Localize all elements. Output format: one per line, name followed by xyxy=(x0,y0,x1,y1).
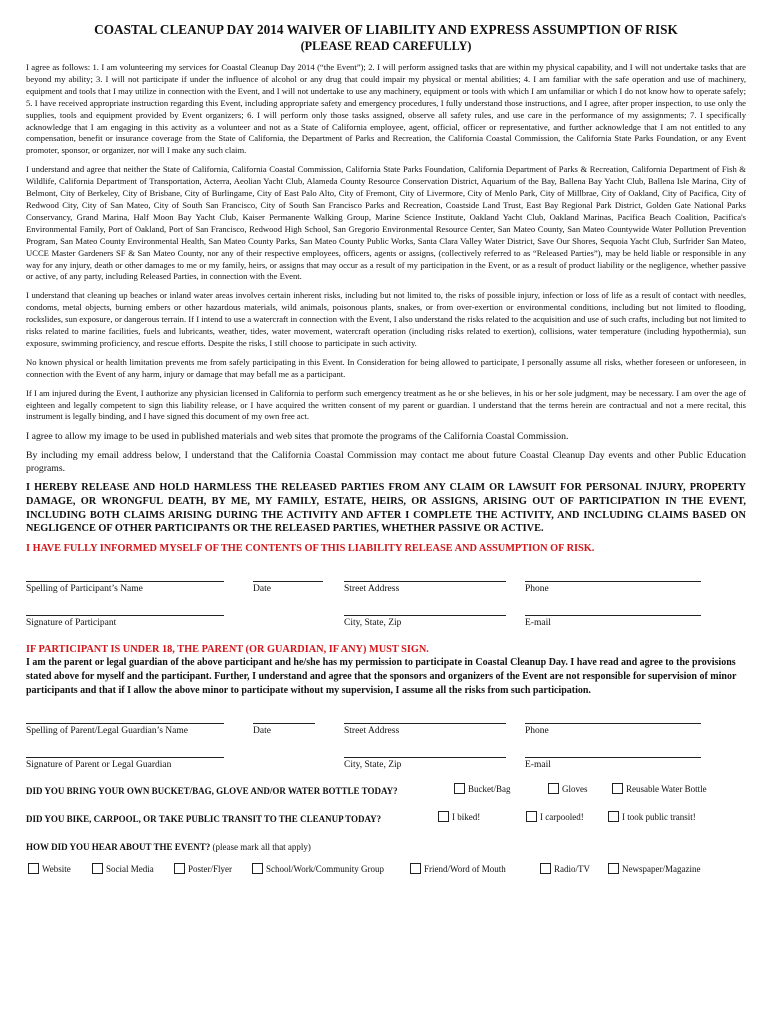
participant-row-1 xyxy=(26,569,746,603)
document-subtitle: (PLEASE READ CAREFULLY) xyxy=(300,39,472,53)
release-paragraph: I HEREBY RELEASE AND HOLD HARMLESS THE RELEASED PARTIES FROM ANY CLAIM OR LAWSUIT FOR PERSONAL INJURY, PROPERTY DAMAGE, OR WRONGFUL DEATH, BY ME, MY FAMILY, ESTATE, HEIRS, OR ASSIGNS, ARISING OUT OF PARTICIPATION IN THE EVENT, INCLUDING BOTH CLAIMS ARISING DURING THE ACTIVITY AND AFTER I COMPLETE THE ACTIVITY, AND INCLUDING CLAIMS BASED ON NEGLIGENCE OF OTHER PARTICIPANTS OR THE RELEASED PARTIES, WHETHER PASSIVE OR ACTIVE. xyxy=(26,482,746,535)
checkbox[interactable] xyxy=(174,863,185,874)
question-heard-about xyxy=(26,841,746,865)
checkbox[interactable] xyxy=(608,811,619,822)
option-social-media[interactable]: Social Media xyxy=(92,863,154,875)
checkbox[interactable] xyxy=(28,863,39,874)
guardian-row-1 xyxy=(26,711,746,745)
participant-city-field[interactable] xyxy=(344,603,506,616)
heard-about-options xyxy=(26,865,746,885)
participant-email-field[interactable] xyxy=(525,603,701,616)
participant-name-label: Spelling of Participant’s Name xyxy=(26,584,143,595)
terms-paragraph-1: I agree as follows: 1. I am volunteering my services for Coastal Cleanup Day 2014 (“the Event”); 2. I will perform assigned tasks that are within my physical capability, and I will not undertake tasks that are beyond my ability; 3. I will not participate if under the influence of alcohol or any drug that could impair my physical or mental abilities; 4. I am familiar with the safe operation and use of machinery, equipment and tools that I may utilize in connection with the Event, and I will not undertake to use any machinery, equipment or tools with which I am unfamiliar or which I do not know how to operate safely; 5. I have received appropriate instruction regarding this Event, including appropriate safety and emergency procedures, I fully understand those instructions, and I agree, after proper inspection, to use only the supplies, tools and equipment provided by Event organizers; 6. I will perform only those tasks assigned, observe all safety rules, and use care in the performance of my assignments; 7. I specifically acknowledge that I am engaging in this activity as a volunteer and not as a State of California employee, agent, official, officer or representative, and further acknowledge that I am not entitled to any compensation, benefit or insurance coverage from the State of California, the Department of Parks and Recreation, the California Coastal Commission, the California State Parks Foundation, or any Event promoter, sponsor, or organizer, nor will I make any such claim. xyxy=(26,62,746,156)
checkbox[interactable] xyxy=(526,811,537,822)
guardian-signature-field[interactable] xyxy=(26,745,224,758)
minor-heading: IF PARTICIPANT IS UNDER 18, THE PARENT (OR GUARDIAN, IF ANY) MUST SIGN. xyxy=(26,644,429,656)
question-transport xyxy=(26,813,746,841)
option-friend-word-of-mouth[interactable]: Friend/Word of Mouth xyxy=(410,863,506,875)
medical-authorization-paragraph: If I am injured during the Event, I authorize any physician licensed in California to perform such emergency treatment as he or she believes, in his or her sole judgment, may be necessary. I am over the age of eighteen and legally competent to sign this liability release, or I have acquired the written consent of my parent or guardian. I understand that the terms herein are contractual and not a mere recital, this instrument is legally binding, and I have signed this document of my own free act. xyxy=(26,387,746,422)
participant-row-2 xyxy=(26,603,746,643)
guardian-phone-label: Phone xyxy=(525,726,549,737)
participant-street-field[interactable] xyxy=(344,569,506,582)
checkbox[interactable] xyxy=(454,783,465,794)
participant-email-label: E-mail xyxy=(525,618,551,629)
option-newspaper-magazine[interactable]: Newspaper/Magazine xyxy=(608,863,700,875)
guardian-city-label: City, State, Zip xyxy=(344,760,402,771)
guardian-date-label: Date xyxy=(253,726,271,737)
checkbox[interactable] xyxy=(612,783,623,794)
checkbox[interactable] xyxy=(410,863,421,874)
email-consent-paragraph: By including my email address below, I understand that the California Coastal Commission may contact me about future Coastal Cleanup Day events and other Public Education programs. xyxy=(26,450,746,475)
participant-signature-label: Signature of Participant xyxy=(26,618,117,629)
guardian-name-field[interactable] xyxy=(26,711,224,724)
participant-street-label: Street Address xyxy=(344,584,400,595)
checkbox[interactable] xyxy=(540,863,551,874)
guardian-row-2 xyxy=(26,745,746,785)
guardian-city-field[interactable] xyxy=(344,745,506,758)
guardian-email-field[interactable] xyxy=(525,745,701,758)
option-water-bottle[interactable]: Reusable Water Bottle xyxy=(612,783,707,795)
question-reusables-text: DID YOU BRING YOUR OWN BUCKET/BAG, GLOVE AND/OR WATER BOTTLE TODAY? xyxy=(26,786,398,797)
guardian-signature-label: Signature of Parent or Legal Guardian xyxy=(26,760,172,771)
guardian-consent-paragraph: I am the parent or legal guardian of the above participant and he/she has my permission to participate in Coastal Cleanup Day. I have read and agree to the provisions stated above for myself and the participant. Further, I understand and agree that the sponsors and organizers of the Event are not responsible for supervision of minor participants and that if I allow the above minor to participate without my supervision, I assume all the risks from such participation. xyxy=(26,657,737,696)
released-parties-paragraph: I understand and agree that neither the State of California, California Coastal Commission, California State Parks Foundation, California Department of Parks & Recreation, California Department of Fish & Wildlife, California Department of Transportation, Acterra, Aeolian Yacht Club, Alameda County Resource Conservation District, Aquarium of the Bay, Ballena Bay Yacht Club, Ballena Isle Marina, City of Belmont, City of Berkeley, City of Brisbane, City of Burlingame, City of East Palo Alto, City of Fremont, City of Livermore, City of Menlo Park, City of Millbrae, City of Oakland, City of Pacifica, City of Redwood City, City of San Mateo, City of South San Francisco, City of South San Francisco Parks and Recreation, Coastside Land Trust, East Bay Regional Park District, Golden Gate National Parks Conservancy, Grand Marina, Half Moon Bay Yacht Club, Kaiser Permanente Walking Group, Marine Science Institute, Oakland Yacht Club, Oakland Marinas, Pacifica Beach Coalition, Pacifica's Environmental Family, Port of Oakland, Port of San Francisco, Redwood High School, San Gregorio Environmental Resource Center, San Mateo County, San Mateo Countywide Water Pollution Prevention Program, San Mateo County Environmental Health, San Mateo County Parks, San Mateo County Public Works, Santa Clara Valley Water District, Save Our Shores, Sequoia Yacht Club, Surfrider San Mateo, UCCE Master Gardeners SF & San Mateo County, nor any of their respective employees, officers, agents or assigns, (collectively referred to as “Released Parties”), may be held liable or responsible in any way for any injury, death or other damages to me or my family, heirs, or assigns that may occur as a result of my participation in the Event, or as a result of product liability or the negligence, whether passive or active, of any party, including Released Parties, in connection with the Event. xyxy=(26,164,746,282)
waiver-form xyxy=(26,22,746,885)
option-bucket-bag[interactable]: Bucket/Bag xyxy=(454,783,511,795)
question-transport-text: DID YOU BIKE, CARPOOL, OR TAKE PUBLIC TRANSIT TO THE CLEANUP TODAY? xyxy=(26,814,382,825)
participant-city-label: City, State, Zip xyxy=(344,618,402,629)
question-heard-about-text: HOW DID YOU HEAR ABOUT THE EVENT? (please mark all that apply) xyxy=(26,842,311,853)
guardian-phone-field[interactable] xyxy=(525,711,701,724)
document-title: COASTAL CLEANUP DAY 2014 WAIVER OF LIABILITY AND EXPRESS ASSUMPTION OF RISK xyxy=(94,22,678,37)
checkbox[interactable] xyxy=(92,863,103,874)
participant-date-field[interactable] xyxy=(253,569,323,582)
option-public-transit[interactable]: I took public transit! xyxy=(608,811,696,823)
checkbox[interactable] xyxy=(252,863,263,874)
option-carpooled[interactable]: I carpooled! xyxy=(526,811,584,823)
participant-date-label: Date xyxy=(253,584,271,595)
guardian-name-label: Spelling of Parent/Legal Guardian’s Name xyxy=(26,726,188,737)
informed-statement: I HAVE FULLY INFORMED MYSELF OF THE CONTENTS OF THIS LIABILITY RELEASE AND ASSUMPTION OF RISK. xyxy=(26,542,595,554)
question-reusables xyxy=(26,785,746,813)
option-school-work-group[interactable]: School/Work/Community Group xyxy=(252,863,384,875)
option-poster-flyer[interactable]: Poster/Flyer xyxy=(174,863,232,875)
checkbox[interactable] xyxy=(548,783,559,794)
option-website[interactable]: Website xyxy=(28,863,71,875)
participant-phone-label: Phone xyxy=(525,584,549,595)
checkbox[interactable] xyxy=(438,811,449,822)
participant-name-field[interactable] xyxy=(26,569,224,582)
image-consent-paragraph: I agree to allow my image to be used in published materials and web sites that promote the programs of the California Coastal Commission. xyxy=(26,431,569,443)
option-gloves[interactable]: Gloves xyxy=(548,783,588,795)
participant-signature-field[interactable] xyxy=(26,603,224,616)
inherent-risks-paragraph: I understand that cleaning up beaches or inland water areas involves certain inherent risks, including but not limited to, the risks of possible injury, infection or loss of life as a result of contact with needles, condoms, metal objects, burning embers or other hazardous materials, wild animals, poisonous plants, snakes, or from over-exertion or environmental conditions, including but not limited to flooding, rockslides, sun exposure, or dangerous terrain. If I intend to use a watercraft in connection with the Event, I also understand the risks related to the acquisition and use of such crafts, including but not limited to risks related to marine facilities, fuels and lubricants, weather, tides, water movement, watercraft operation (including risks related to exertion), collisions, water temperature (including hypothermia), sun exposure, swimming proficiency, and rescue efforts. Despite the risks, I still choose to participate in such activity. xyxy=(26,290,746,348)
participant-phone-field[interactable] xyxy=(525,569,701,582)
checkbox[interactable] xyxy=(608,863,619,874)
guardian-date-field[interactable] xyxy=(253,711,315,724)
guardian-street-field[interactable] xyxy=(344,711,506,724)
option-biked[interactable]: I biked! xyxy=(438,811,480,823)
assume-risk-paragraph: No known physical or health limitation prevents me from safely participating in this Event. In Consideration for being allowed to participate, I personally assume all risks, whether foreseen or unforeseen, in connection with the Event of any harm, injury or damage that may befall me as a participant. xyxy=(26,356,746,379)
guardian-street-label: Street Address xyxy=(344,726,400,737)
guardian-email-label: E-mail xyxy=(525,760,551,771)
option-radio-tv[interactable]: Radio/TV xyxy=(540,863,590,875)
